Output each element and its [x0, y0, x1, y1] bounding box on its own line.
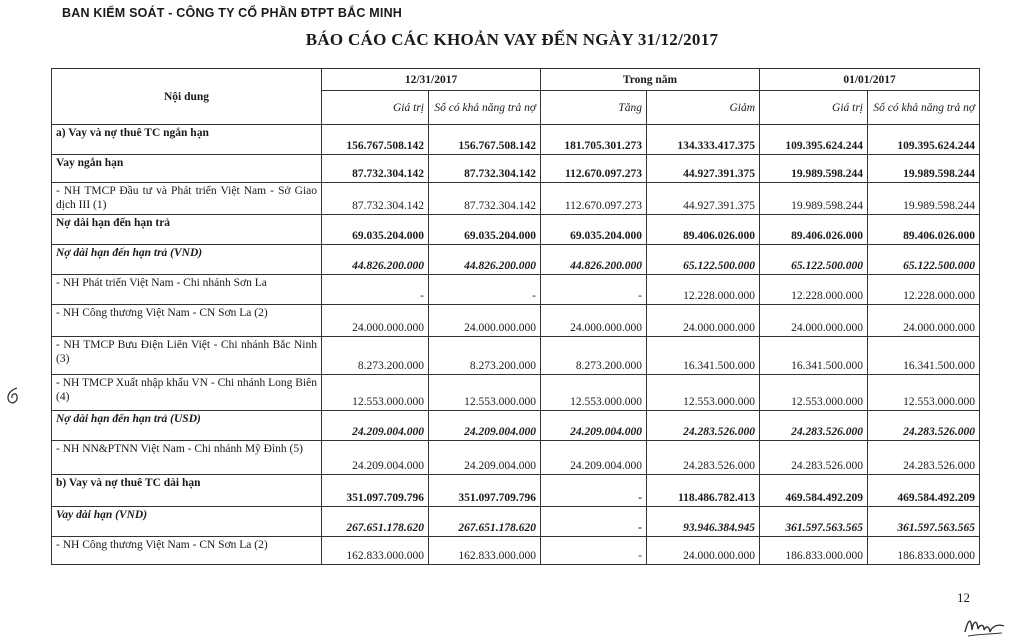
- header-group-start: 01/01/2017: [760, 69, 980, 91]
- cell-value: 65.122.500.000: [760, 245, 868, 275]
- subheader-decrease: Giảm: [647, 91, 760, 125]
- cell-value: 186.833.000.000: [868, 537, 980, 565]
- cell-value: 87.732.304.142: [429, 183, 541, 215]
- row-label: a) Vay và nợ thuê TC ngắn hạn: [52, 125, 322, 155]
- cell-value: 24.283.526.000: [647, 441, 760, 475]
- cell-value: 112.670.097.273: [541, 155, 647, 183]
- cell-value: 87.732.304.142: [322, 183, 429, 215]
- cell-value: 16.341.500.000: [760, 337, 868, 375]
- cell-value: 361.597.563.565: [760, 507, 868, 537]
- cell-value: 16.341.500.000: [868, 337, 980, 375]
- cell-value: 44.927.391.375: [647, 183, 760, 215]
- cell-value: 162.833.000.000: [322, 537, 429, 565]
- row-label: - NH Công thương Việt Nam - CN Sơn La (2): [52, 537, 322, 565]
- cell-value: 24.000.000.000: [541, 305, 647, 337]
- cell-value: 181.705.301.273: [541, 125, 647, 155]
- cell-value: 24.209.004.000: [429, 441, 541, 475]
- subheader-value-start: Giá trị: [760, 91, 868, 125]
- cell-value: -: [322, 275, 429, 305]
- row-label: - NH Phát triển Việt Nam - Chi nhánh Sơn La: [52, 275, 322, 305]
- cell-value: 24.283.526.000: [868, 411, 980, 441]
- cell-value: 65.122.500.000: [868, 245, 980, 275]
- cell-value: 24.209.004.000: [322, 411, 429, 441]
- row-label: Nợ dài hạn đến hạn trả (USD): [52, 411, 322, 441]
- cell-value: 12.553.000.000: [541, 375, 647, 411]
- table-row: [52, 215, 980, 245]
- cell-value: 89.406.026.000: [760, 215, 868, 245]
- handwritten-initials: [962, 612, 1008, 640]
- table-row: [52, 507, 980, 537]
- cell-value: 186.833.000.000: [760, 537, 868, 565]
- cell-value: 134.333.417.375: [647, 125, 760, 155]
- cell-value: 87.732.304.142: [429, 155, 541, 183]
- cell-value: 118.486.782.413: [647, 475, 760, 507]
- cell-value: 19.989.598.244: [868, 155, 980, 183]
- cell-value: 12.553.000.000: [868, 375, 980, 411]
- cell-value: 351.097.709.796: [429, 475, 541, 507]
- cell-value: 8.273.200.000: [322, 337, 429, 375]
- cell-value: 469.584.492.209: [760, 475, 868, 507]
- cell-value: 89.406.026.000: [647, 215, 760, 245]
- cell-value: 24.283.526.000: [760, 411, 868, 441]
- cell-value: 19.989.598.244: [760, 155, 868, 183]
- cell-value: 267.651.178.620: [322, 507, 429, 537]
- cell-value: -: [541, 475, 647, 507]
- table-row: [52, 125, 980, 155]
- subheader-payable-end: Số có khả năng trả nợ: [429, 91, 541, 125]
- header-group-year: Trong năm: [541, 69, 760, 91]
- cell-value: 12.553.000.000: [647, 375, 760, 411]
- row-label: - NH Công thương Việt Nam - CN Sơn La (2): [52, 305, 322, 337]
- row-label: - NH TMCP Bưu Điện Liên Việt - Chi nhánh Bắc Ninh (3): [52, 337, 322, 375]
- cell-value: 351.097.709.796: [322, 475, 429, 507]
- cell-value: 8.273.200.000: [429, 337, 541, 375]
- cell-value: 109.395.624.244: [760, 125, 868, 155]
- cell-value: 44.826.200.000: [322, 245, 429, 275]
- handwritten-mark: [4, 386, 22, 406]
- subheader-increase: Tăng: [541, 91, 647, 125]
- cell-value: 24.209.004.000: [541, 441, 647, 475]
- cell-value: 24.000.000.000: [647, 305, 760, 337]
- cell-value: 44.826.200.000: [429, 245, 541, 275]
- row-label: - NH TMCP Xuất nhập khẩu VN - Chi nhánh Long Biên (4): [52, 375, 322, 411]
- table-row: [52, 245, 980, 275]
- cell-value: 44.927.391.375: [647, 155, 760, 183]
- cell-value: 16.341.500.000: [647, 337, 760, 375]
- cell-value: -: [541, 275, 647, 305]
- row-label: b) Vay và nợ thuê TC dài hạn: [52, 475, 322, 507]
- row-label: Vay ngắn hạn: [52, 155, 322, 183]
- page-number: 12: [957, 590, 970, 605]
- cell-value: 24.283.526.000: [868, 441, 980, 475]
- table-row: [52, 183, 980, 215]
- cell-value: 93.946.384.945: [647, 507, 760, 537]
- subheader-payable-start: Số có khả năng trả nợ: [868, 91, 980, 125]
- table-row: [52, 475, 980, 507]
- cell-value: 65.122.500.000: [647, 245, 760, 275]
- cell-value: 109.395.624.244: [868, 125, 980, 155]
- cell-value: 8.273.200.000: [541, 337, 647, 375]
- cell-value: 12.553.000.000: [322, 375, 429, 411]
- cell-value: 156.767.508.142: [429, 125, 541, 155]
- company-header: BAN KIỂM SOÁT - CÔNG TY CỔ PHẦN ĐTPT BẮC MINH: [62, 6, 403, 20]
- subheader-value-end: Giá trị: [322, 91, 429, 125]
- cell-value: 24.283.526.000: [647, 411, 760, 441]
- row-label: Nợ dài hạn đến hạn trả (VND): [52, 245, 322, 275]
- cell-value: 156.767.508.142: [322, 125, 429, 155]
- cell-value: 19.989.598.244: [760, 183, 868, 215]
- row-label: Nợ dài hạn đến hạn trả: [52, 215, 322, 245]
- cell-value: 69.035.204.000: [429, 215, 541, 245]
- table-row: [52, 275, 980, 305]
- report-title: BÁO CÁO CÁC KHOẢN VAY ĐẾN NGÀY 31/12/2017: [305, 30, 719, 49]
- cell-value: -: [541, 537, 647, 565]
- cell-value: 469.584.492.209: [868, 475, 980, 507]
- cell-value: 267.651.178.620: [429, 507, 541, 537]
- cell-value: 24.000.000.000: [760, 305, 868, 337]
- cell-value: 12.228.000.000: [868, 275, 980, 305]
- cell-value: 19.989.598.244: [868, 183, 980, 215]
- table-row: [52, 155, 980, 183]
- cell-value: 12.553.000.000: [760, 375, 868, 411]
- cell-value: 69.035.204.000: [322, 215, 429, 245]
- cell-value: 24.209.004.000: [429, 411, 541, 441]
- cell-value: 44.826.200.000: [541, 245, 647, 275]
- cell-value: 24.000.000.000: [868, 305, 980, 337]
- cell-value: 162.833.000.000: [429, 537, 541, 565]
- loan-report-table: [51, 68, 980, 565]
- table-row: [52, 411, 980, 441]
- table-row: [52, 441, 980, 475]
- row-label: Vay dài hạn (VND): [52, 507, 322, 537]
- table-row: [52, 305, 980, 337]
- cell-value: 87.732.304.142: [322, 155, 429, 183]
- cell-value: -: [429, 275, 541, 305]
- cell-value: 89.406.026.000: [868, 215, 980, 245]
- table-row: [52, 537, 980, 565]
- cell-value: 361.597.563.565: [868, 507, 980, 537]
- row-label: - NH TMCP Đầu tư và Phát triển Việt Nam - Sở Giao dịch III (1): [52, 183, 322, 215]
- cell-value: 112.670.097.273: [541, 183, 647, 215]
- header-content: Nội dung: [52, 69, 322, 125]
- cell-value: 24.000.000.000: [322, 305, 429, 337]
- cell-value: 24.283.526.000: [760, 441, 868, 475]
- cell-value: 12.228.000.000: [647, 275, 760, 305]
- cell-value: 12.553.000.000: [429, 375, 541, 411]
- table-row: [52, 375, 980, 411]
- cell-value: 12.228.000.000: [760, 275, 868, 305]
- cell-value: 69.035.204.000: [541, 215, 647, 245]
- cell-value: 24.000.000.000: [429, 305, 541, 337]
- cell-value: 24.209.004.000: [541, 411, 647, 441]
- row-label: - NH NN&PTNN Việt Nam - Chi nhánh Mỹ Đình (5): [52, 441, 322, 475]
- header-group-end: 12/31/2017: [322, 69, 541, 91]
- cell-value: -: [541, 507, 647, 537]
- cell-value: 24.209.004.000: [322, 441, 429, 475]
- table-row: [52, 337, 980, 375]
- cell-value: 24.000.000.000: [647, 537, 760, 565]
